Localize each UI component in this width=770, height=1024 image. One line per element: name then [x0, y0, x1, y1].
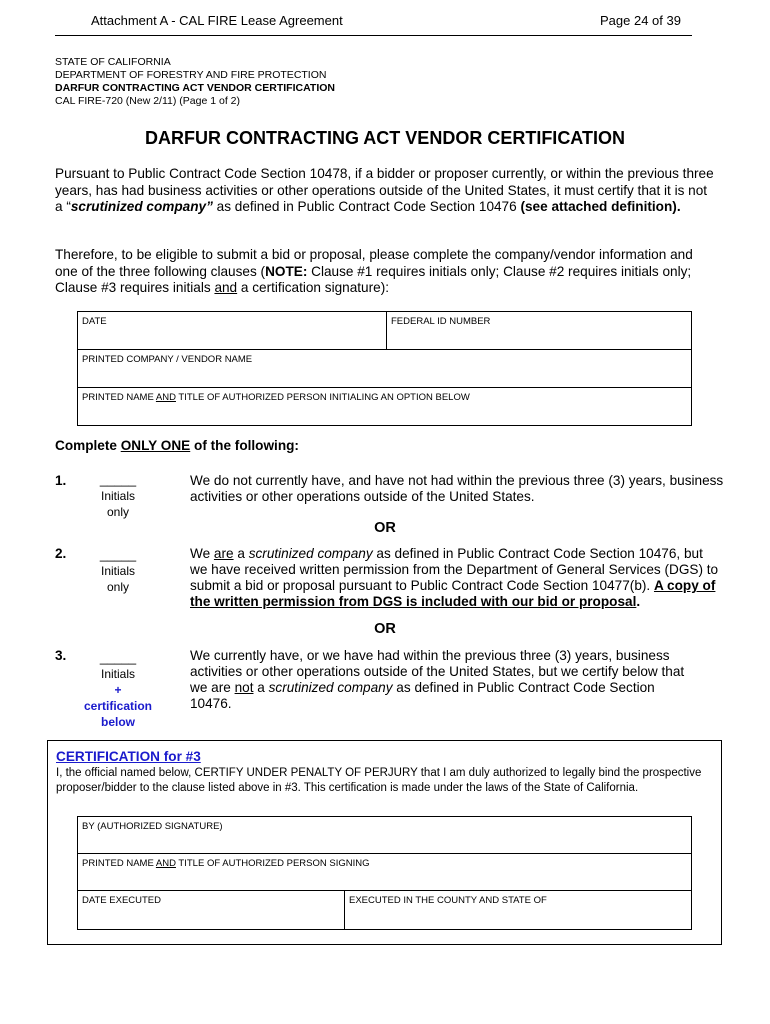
clause-2-text: We are a scrutinized company as defined in Public Contract Code Section 10476, but we have received written permission from the Department of General Services (DGS) to submit a bid or proposal pursuant to Public Contract Code Section 10477(b). A copy of the written permission from DGS is included with our bid or proposal.	[190, 546, 719, 609]
header-divider	[55, 35, 692, 36]
clause-2-number: 2.	[55, 546, 67, 561]
document-title: DARFUR CONTRACTING ACT VENDOR CERTIFICATION	[145, 128, 625, 148]
or-divider-1: OR	[374, 520, 396, 536]
clause-3-text: We currently have, or we have had within the previous three (3) years, business activities or other operations outside of the United States, but we certify below that we are not a scrutinized company as defined in Public Contract Code Section 10476.	[190, 648, 685, 711]
company-name-field[interactable]: PRINTED COMPANY / VENDOR NAME	[78, 350, 692, 388]
agency-form-number: CAL FIRE-720 (New 2/11) (Page 1 of 2)	[55, 95, 240, 107]
or-divider-2: OR	[374, 621, 396, 637]
certification-text: I, the official named below, CERTIFY UNDER PENALTY OF PERJURY that I am duly authorized to legally bind the prospective proposer/bidder to the clause listed above in #3. This certification is made under the laws of the State of California.	[56, 767, 702, 794]
agency-form-title: DARFUR CONTRACTING ACT VENDOR CERTIFICATION	[55, 82, 335, 94]
page-number: Page 24 of 39	[600, 13, 681, 28]
agency-department: DEPARTMENT OF FORESTRY AND FIRE PROTECTION	[55, 69, 327, 81]
county-state-field[interactable]: EXECUTED IN THE COUNTY AND STATE OF	[345, 891, 692, 930]
clause-1-initials[interactable]: _____ Initials only	[99, 472, 137, 519]
clause-3-initials[interactable]: _____ Initials + certification below	[83, 650, 152, 729]
vendor-info-form	[77, 311, 692, 426]
complete-one-heading: Complete ONLY ONE of the following:	[55, 438, 299, 453]
federal-id-field[interactable]: FEDERAL ID NUMBER	[387, 312, 692, 350]
page-header-title: Attachment A - CAL FIRE Lease Agreement	[91, 13, 343, 28]
agency-block	[55, 56, 335, 108]
date-executed-field[interactable]: DATE EXECUTED	[78, 891, 345, 930]
date-field[interactable]: DATE	[78, 312, 387, 350]
clause-2-initials[interactable]: _____ Initials only	[99, 547, 137, 594]
certification-form	[77, 816, 692, 930]
intro-paragraph: Pursuant to Public Contract Code Section 10478, if a bidder or proposer currently, or within the previous three years, has had business activities or other operations outside of the United States, it must certify that it is not a “scrutinized company” as defined in Public Contract Code Section 10476 (see attached definition).	[55, 166, 714, 214]
clause-1-text: We do not currently have, and have not had within the previous three (3) years, business activities or other operations outside of the United States.	[190, 473, 724, 504]
certification-heading: CERTIFICATION for #3	[56, 749, 201, 764]
authorized-person-field[interactable]: PRINTED NAME AND TITLE OF AUTHORIZED PERSON INITIALING AN OPTION BELOW	[78, 388, 692, 426]
instruction-paragraph: Therefore, to be eligible to submit a bid or proposal, please complete the company/vendor information and one of the three following clauses (NOTE: Clause #1 requires initials only; Clause #2 requires initials only; Clause #3 requires initials and a certification signature):	[55, 247, 693, 295]
signer-name-title-field[interactable]: PRINTED NAME AND TITLE OF AUTHORIZED PERSON SIGNING	[78, 854, 692, 891]
authorized-signature-field[interactable]: BY (AUTHORIZED SIGNATURE)	[78, 817, 692, 854]
agency-state: STATE OF CALIFORNIA	[55, 56, 171, 68]
clause-3-number: 3.	[55, 648, 67, 663]
clause-1-number: 1.	[55, 473, 67, 488]
